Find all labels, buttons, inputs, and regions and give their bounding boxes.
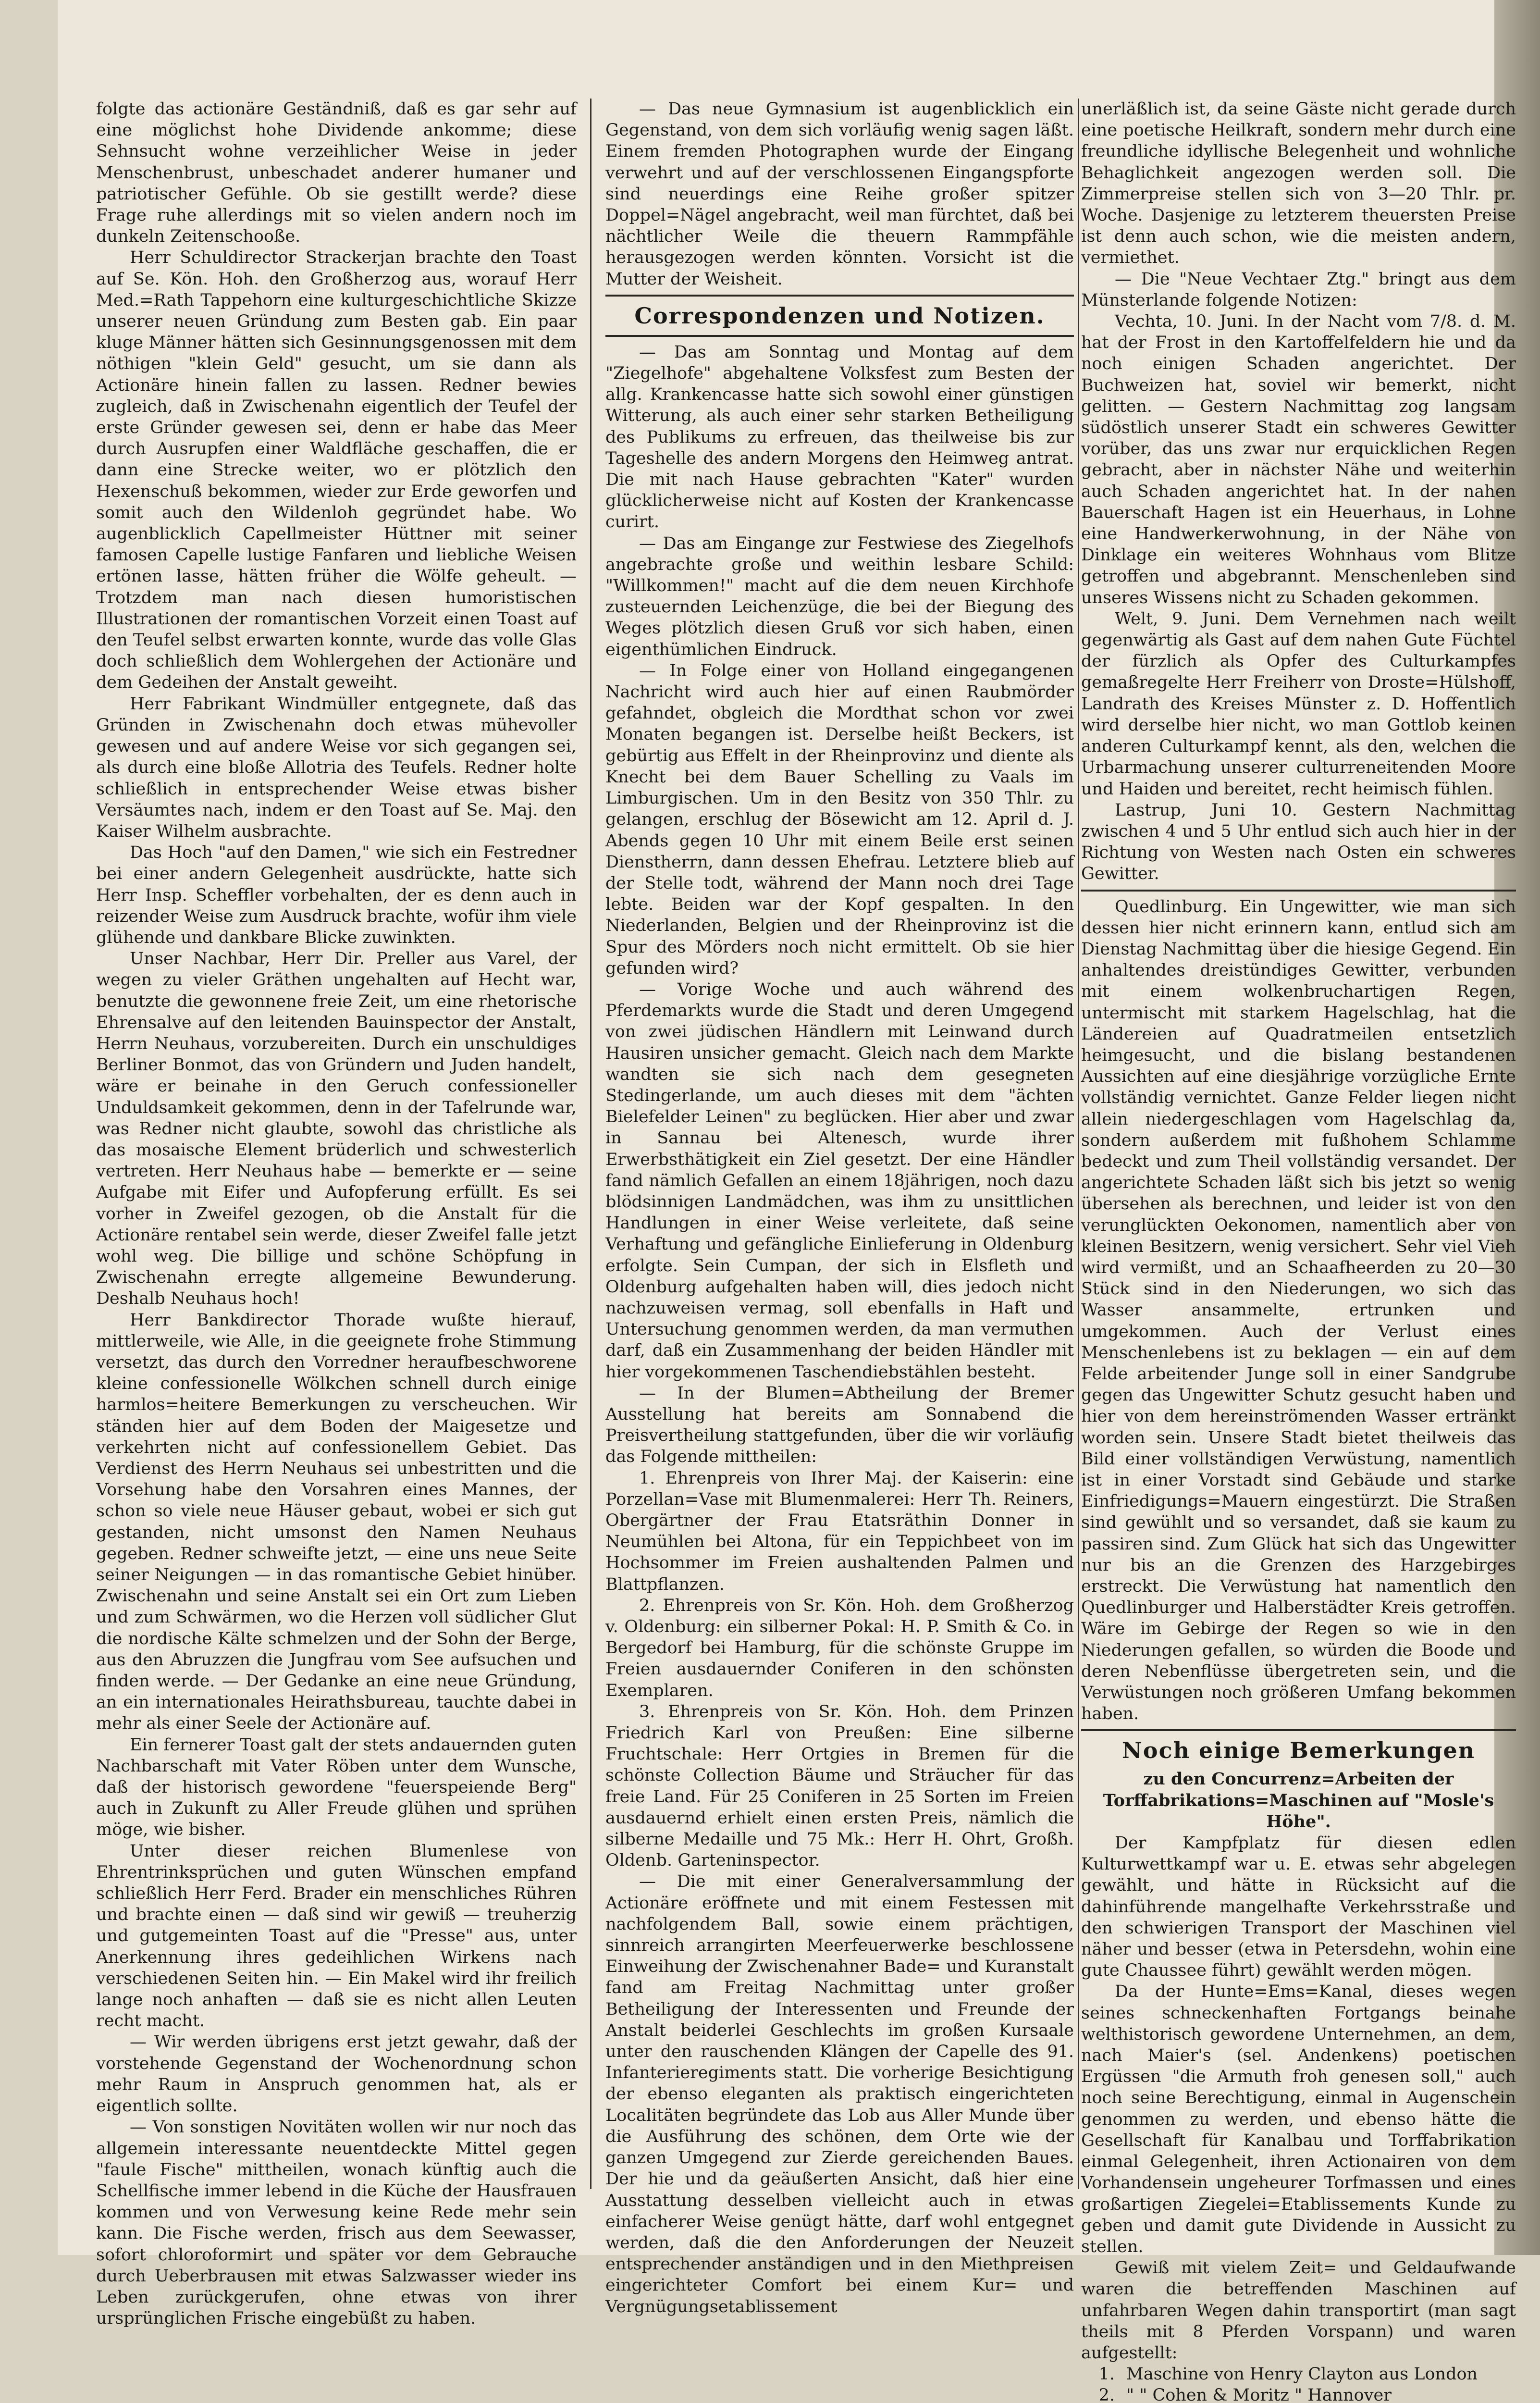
paragraph: — Wir werden übrigens erst jetzt gewahr, daß der vorstehende Gegenstand der Wochenordnung schon mehr Raum in Anspruch genommen hat, als er eigentlich sollte.	[96, 2032, 577, 2116]
paragraph: Welt, 9. Juni. Dem Vernehmen nach weilt gegenwärtig als Gast auf dem nahen Gute Füchtel der fürzlich als Opfer des Culturkampfes gemaßregelte Herr Freiherr von Droste=Hülshoff, Landrath des Kreises Münster z. D. Hoffentlich wird derselbe hier nicht, wo man Gottlob keinen anderen Culturkampf kennt, als den, welchen die Urbarmachung unserer culturreneitenden Moore und Haiden und bereitet, recht heimisch fühlen.	[1081, 609, 1516, 799]
list-item	[1081, 2364, 1516, 2385]
paragraph: — Das neue Gymnasium ist augenblicklich ein Gegenstand, von dem sich vorläufig wenig sagen läßt. Einem fremden Photographen wurde der Eingang verwehrt und auf der verschlossenen Eingangspforte sind neuerdings eine Reihe großer spitzer Doppel=Nägel angebracht, weil man fürchtet, daß bei nächtlicher Weile die theuern Rammpfähle herausgezogen werden könnten. Vorsicht ist die Mutter der Weisheit.	[605, 99, 1074, 289]
paragraph: folgte das actionäre Geständniß, daß es gar sehr auf eine möglichst hohe Dividende ankomme; diese Sehnsucht wohne verzeihlicher Weise in jeder Menschenbrust, unbeschadet anderer humaner und patriotischer Gefühle. Ob sie gestillt werde? diese Frage ruhe allerdings mit so vielen andern noch im dunkeln Zeitenschooße.	[96, 99, 577, 247]
list-text: Maschine von Henry Clayton aus London	[1126, 2365, 1478, 2384]
section-rule	[605, 335, 1074, 337]
section-rule	[1081, 890, 1516, 892]
paragraph: — Die mit einer Generalversammlung der Actionäre eröffnete und mit einem Festessen mit nachfolgendem Ball, sowie einem prächtigen, sinnreich arrangirten Meerfeuerwerke beschlossene Einweihung der Zwischenahner Bade= und Kuranstalt fand am Freitag Nachmittag unter großer Betheiligung der Interessenten und Freunde der Anstalt beiderlei Geschlechts im großen Kursaale unter den rauschenden Klängen der Capelle des 91. Infanterieregiments statt. Die vorherige Besichtigung der ebenso eleganten als praktisch eingerichteten Localitäten begründete das Lob aus Aller Munde über die Ausführung des schönen, dem Orte wie der ganzen Umgegend zur Zierde gereichenden Baues. Der hie und da geäußerten Ansicht, daß hier eine Ausstattung desselben vielleicht auch in etwas einfacherer Weise genügt hätte, darf wohl entgegnet werden, daß die den Anforderungen der Neuzeit entsprechender anständigen und in den Miethpreisen eingerichteter Comfort bei einem Kur= und Vergnügungsetablissement	[605, 1872, 1074, 2316]
section-heading: Correspondenzen und Notizen.	[634, 302, 1045, 329]
column-1	[96, 99, 577, 2329]
paragraph: Da der Hunte=Ems=Kanal, dieses wegen seines schneckenhaften Fortgangs beinahe welthistorisch gewordene Unternehmen, an dem, nach Maier's (sel. Andenkens) poetischen Ergüssen "die Armuth froh genesen soll," auch noch seine Berechtigung, einmal in Augenschein genommen zu werden, und ebenso hätte die Gesellschaft für Kanalbau und Torffabrikation einmal Gelegenheit, ihren Actionairen von dem Vorhandensein ungeheurer Torfmassen und eines großartigen Ziegelei=Etablissements Kunde zu geben und damit gute Dividende in Aussicht zu stellen.	[1081, 1982, 1516, 2256]
section-rule	[605, 295, 1074, 297]
list-item	[1081, 2385, 1516, 2403]
paragraph: Das Hoch "auf den Damen," wie sich ein Festredner bei einer andern Gelegenheit ausdrückte, hatte sich Herr Insp. Scheffler vorbehalten, der es denn auch in reizender Weise zum Ausdruck brachte, wofür ihm viele glühende und dankbare Blicke zuwinkten.	[96, 843, 577, 947]
paragraph: Herr Bankdirector Thorade wußte hierauf, mittlerweile, wie Alle, in die geeignete frohe Stimmung versetzt, das durch den Vorredner heraufbeschworene kleine confessionelle Wölkchen schnell durch einige harmlos=heitere Bemerkungen zu verscheuchen. Wir ständen hier auf dem Boden der Maigesetze und verkehrten nicht auf confessionellem Gebiet. Das Verdienst des Herrn Neuhaus sei unbestritten und die Vorsehung habe den Vorsahren eines Mannes, der schon so viele neue Häuser gebaut, wobei er sich gut gestanden, nicht umsonst den Namen Neuhaus gegeben. Redner schweifte jetzt, — eine uns neue Seite seiner Neigungen — in das romantische Gebiet hinüber. Zwischenahn und seine Anstalt sei ein Ort zum Lieben und zum Schwärmen, wo die Herzen voll südlicher Glut die nordische Kälte schmelzen und der Sohn der Berge, aus den Abruzzen die Jungfrau vom See aufsuchen und finden werde. — Der Gedanke an eine neue Gründung, an ein internationales Heirathsbureau, tauchte dabei in mehr als einer Seele der Actionäre auf.	[96, 1310, 577, 1734]
paragraph: Vechta, 10. Juni. In der Nacht vom 7/8. d. M. hat der Frost in den Kartoffelfeldern hie und da noch einigen Schaden angerichtet. Der Buchweizen hat, soviel wir bemerkt, nicht gelitten. — Gestern Nachmittag zog langsam südöstlich unserer Stadt ein schweres Gewitter vorüber, das uns zwar nur erquicklichen Regen gebracht, aber in nächster Nähe und weiterhin auch Schaden angerichtet hat. In der nahen Bauerschaft Hagen ist ein Heuerhaus, in Lohne eine Handwerkerwohnung, in der Nähe von Dinklage ein weiteres Wohnhaus vom Blitze getroffen und abgebrannt. Menschenleben sind unseres Wissens nicht zu Schaden gekommen.	[1081, 312, 1516, 607]
list-number: 1.	[1098, 2365, 1115, 2384]
section-subheading: zu den Concurrenz=Arbeiten der Torffabrikations=Maschinen auf "Mosle's Höhe".	[1103, 1769, 1494, 1832]
paragraph: Quedlinburg. Ein Ungewitter, wie man sich dessen hier nicht erinnern kann, entlud sich am Dienstag Nachmittag über die hiesige Gegend. Ein anhaltendes dreistündiges Gewitter, verbunden mit einem wolkenbruchartigen Regen, untermischt mit starkem Hagelschlag, hat die Ländereien auf Quadratmeilen entsetzlich heimgesucht, und die bislang bestandenen Aussichten auf eine diesjährige vorzügliche Ernte vollständig vernichtet. Ganze Felder liegen nicht allein niedergeschlagen vom Hagelschlag da, sondern außerdem mit fußhohem Schlamme bedeckt und zum Theil vollständig versandet. Der angerichtete Schaden läßt sich bis jetzt so wenig übersehen als berechnen, und leider ist von den verunglückten Oekonomen, namentlich aber von kleinen Besitzern, wenig versichert. Sehr viel Vieh wird vermißt, und an Schaafheerden zu 20—30 Stück sind in den Niederungen, wo sich das Wasser ansammelte, ertrunken und umgekommen. Auch der Verlust eines Menschenlebens ist zu beklagen — ein auf dem Felde arbeitender Junge soll in einer Sandgrube gegen das Ungewitter Schutz gesucht haben und hier von dem hereinströmenden Wasser ertränkt worden sein. Unsere Stadt bietet theilweis das Bild einer vollständigen Verwüstung, namentlich ist in einer Vorstadt sind Gebäude und starke Einfriedigungs=Mauern eingestürzt. Die Straßen sind gewühlt und so versandet, daß sie kaum zu passiren sind. Zum Glück hat sich das Ungewitter nur bis an die Grenzen des Harzgebirges erstreckt. Die Verwüstung hat namentlich den Quedlinburger und Halberstädter Kreis getroffen. Wäre im Gebirge der Regen so wie in den Niederungen gefallen, so würden die Boode und deren Nebenflüsse übergetreten sein, und die Verwüstungen noch größeren Umfang bekommen haben.	[1081, 897, 1516, 1724]
paragraph: Lastrup, Juni 10. Gestern Nachmittag zwischen 4 und 5 Uhr entlud sich auch hier in der Richtung von Westen nach Osten ein schweres Gewitter.	[1081, 800, 1516, 884]
column-3	[1081, 99, 1516, 2403]
paragraph: — In der Blumen=Abtheilung der Bremer Ausstellung hat bereits am Sonnabend die Preisvertheilung stattgefunden, über die wir vorläufig das Folgende mittheilen:	[605, 1383, 1074, 1467]
paragraph: Ein fernerer Toast galt der stets andauernden guten Nachbarschaft mit Vater Röben unter dem Wunsche, daß der historisch gewordene "feuerspeiende Berg" auch in Zukunft zu Aller Freude glühen und sprühen möge, wie bisher.	[96, 1735, 577, 1840]
paragraph: — Das am Sonntag und Montag auf dem "Ziegelhofe" abgehaltene Volksfest zum Besten der allg. Krankencasse hatte sich sowohl einer günstigen Witterung, als auch einer sehr starken Betheiligung des Publikums zu erfreuen, das theilweise bis zur Tageshelle des andern Morgens den Heimweg antrat. Die mit nach Hause gebrachten "Kater" wurden glücklicherweise nicht auf Kosten der Krankencasse curirt.	[605, 342, 1074, 532]
paragraph: Gewiß mit vielem Zeit= und Geldaufwande waren die betreffenden Maschinen auf unfahrbaren Wegen dahin transportirt (man sagt theils mit 8 Pferden Vorspann) und waren aufgestellt:	[1081, 2258, 1516, 2363]
paragraph: Herr Schuldirector Strackerjan brachte den Toast auf Se. Kön. Hoh. den Großherzog aus, worauf Herr Med.=Rath Tappehorn eine kulturgeschichtliche Skizze unserer neuen Gründung zum Besten gab. Ein paar kluge Männer hätten sich Gesinnungsgenossen mit dem nöthigen "klein Geld" gesucht, um sie dann als Actionäre hinein fallen zu lassen. Redner bewies zugleich, daß in Zwischenahn eigentlich der Teufel der erste Gründer gewesen sei, denn er habe das Meer durch Ausrupfen einer Waldfläche geschaffen, die er dann eine Strecke weiter, wo er plötzlich den Hexenschuß bekommen, wieder zur Erde geworfen und somit auch den Wildenloh gegründet habe. Wo augenblicklich Capellmeister Hüttner mit seiner famosen Capelle lustige Fanfaren und liebliche Weisen ertönen lasse, hätten früher die Wölfe geheult. — Trotzdem man nach diesen humoristischen Illustrationen der romantischen Vorzeit einen Toast auf den Teufel selbst erwarten konnte, wurde das volle Glas doch schließlich dem Wohlergehen der Actionäre und dem Gedeihen der Anstalt geweiht.	[96, 248, 577, 693]
paragraph: — Die "Neue Vechtaer Ztg." bringt aus dem Münsterlande folgende Notizen:	[1081, 269, 1516, 310]
column-rule	[1078, 99, 1079, 2189]
paragraph: Herr Fabrikant Windmüller entgegnete, daß das Gründen in Zwischenahn doch etwas mühevoller gewesen und auf andere Weise vor sich gegangen sei, als durch eine bloße Allotria des Teufels. Redner holte schließlich in entsprechender Weise etwas bisher Versäumtes nach, indem er den Toast auf Se. Maj. den Kaiser Wilhelm ausbrachte.	[96, 694, 577, 841]
paragraph: Der Kampfplatz für diesen edlen Kulturwettkampf war u. E. etwas sehr abgelegen gewählt, und hätte in Rücksicht auf die dahinführende mangelhafte Verkehrsstraße und den schwierigen Transport der Maschinen viel näher und besser (etwa in Petersdehn, wohin eine gute Chaussee führt) gewählt werden mögen.	[1081, 1833, 1516, 1981]
list-number: 2.	[1098, 2386, 1115, 2403]
paragraph: — Vorige Woche und auch während des Pferdemarkts wurde die Stadt und deren Umgegend von zwei jüdischen Händlern mit Leinwand durch Hausiren unsicher gemacht. Gleich nach dem Markte wandten sie sich nach dem gesegneten Stedingerlande, um auch dieses mit dem "ächten Bielefelder Leinen" zu beglücken. Hier aber und zwar in Sannau bei Altenesch, wurde ihrer Erwerbsthätigkeit ein Ziel gesetzt. Der eine Händler fand nämlich Gefallen an einem 18jährigen, noch dazu blödsinnigen Landmädchen, was ihm zu unsittlichen Handlungen in einer Weise verleitete, daß seine Verhaftung und gefängliche Einlieferung in Oldenburg erfolgte. Sein Cumpan, der sich in Elsfleth und Oldenburg aufgehalten haben will, dies jedoch nicht nachzuweisen vermag, soll ebenfalls in Haft und Untersuchung genommen werden, da man vermuthen darf, daß ein Zusammenhang der beiden Händler mit hier vorgekommenen Taschendiebstählen besteht.	[605, 979, 1074, 1382]
paragraph: unerläßlich ist, da seine Gäste nicht gerade durch eine poetische Heilkraft, sondern mehr durch eine freundliche idyllische Belegenheit und wohnliche Behaglichkeit angezogen werden soll. Die Zimmerpreise stellen sich von 3—20 Thlr. pr. Woche. Dasjenige zu letzterem theuersten Preise ist denn auch schon, wie die meisten andern, vermiethet.	[1081, 99, 1516, 268]
paragraph: — Von sonstigen Novitäten wollen wir nur noch das allgemein interessante neuentdeckte Mittel gegen "faule Fische" mittheilen, wonach künftig auch die Schellfische immer lebend in die Küche der Hausfrauen kommen und von Verwesung keine Rede mehr sein kann. Die Fische werden, frisch aus dem Seewasser, sofort chloroformirt und später vor dem Gebrauche durch Ueberbrausen mit etwas Salzwasser wieder ins Leben zurückgerufen, ohne etwas von ihrer ursprünglichen Frische eingebüßt zu haben.	[96, 2118, 577, 2329]
machine-list	[1081, 2364, 1516, 2403]
paragraph: — In Folge einer von Holland eingegangenen Nachricht wird auch hier auf einen Raubmörder gefahndet, obgleich die Mordthat schon vor zwei Monaten begangen ist. Derselbe heißt Beckers, ist gebürtig aus Effelt in der Rheinprovinz und diente als Knecht bei dem Bauer Schelling zu Vaals im Limburgischen. Um in den Besitz von 350 Thlr. zu gelangen, erschlug der Bösewicht am 12. April d. J. Abends gegen 10 Uhr mit einem Beile erst seinen Dienstherrn, dann dessen Ehefrau. Letztere blieb auf der Stelle todt, während der Mann noch drei Tage lebte. Beiden war der Kopf gespalten. In den Niederlanden, Belgien und der Rheinprovinz ist die Spur des Mörders noch nicht ermittelt. Ob sie hier gefunden wird?	[605, 661, 1074, 978]
paragraph: Unser Nachbar, Herr Dir. Preller aus Varel, der wegen zu vieler Gräthen ungehalten auf Hecht war, benutzte die gewonnene freie Zeit, um eine rhetorische Ehrensalve auf den leitenden Bauinspector der Anstalt, Herrn Neuhaus, vorzubereiten. Durch ein unschuldiges Berliner Bonmot, das von Gründern und Juden handelt, wäre er beinahe in den Geruch confessioneller Unduldsamkeit gekommen, denn in der Tafelrunde war, was Redner nicht glaubte, sowohl das christliche als das mosaische Element brüderlich und schwesterlich vertreten. Herr Neuhaus habe — bemerkte er — seine Aufgabe mit Eifer und Aufopferung erfüllt. Es sei vorher in Zweifel gezogen, ob die Anstalt für die Actionäre rentabel sein werde, dieser Zweifel falle jetzt wohl weg. Die billige und schöne Schöpfung in Zwischenahn erregte allgemeine Bewunderung. Deshalb Neuhaus hoch!	[96, 949, 577, 1309]
list-text: " " Cohen & Moritz " Hannover	[1126, 2386, 1392, 2403]
paragraph: 1. Ehrenpreis von Ihrer Maj. der Kaiserin: eine Porzellan=Vase mit Blumenmalerei: Herr Th. Reiners, Obergärtner der Frau Etatsräthin Donner in Neumühlen bei Altona, für ein Teppichbeet von im Hochsommer im Freien aushaltenden Palmen und Blattpflanzen.	[605, 1468, 1074, 1594]
paragraph: 3. Ehrenpreis von Sr. Kön. Hoh. dem Prinzen Friedrich Karl von Preußen: Eine silberne Fruchtschale: Herr Ortgies in Bremen für die schönste Collection Bäume und Sträucher für das freie Land. Für 25 Coniferen in 25 Sorten im Freien ausdauernd erhielt einen ersten Preis, nämlich die silberne Medaille und 75 Mk.: Herr H. Ohrt, Großh. Oldenb. Garteninspector.	[605, 1702, 1074, 1870]
column-rule	[590, 99, 591, 2189]
paragraph: 2. Ehrenpreis von Sr. Kön. Hoh. dem Großherzog v. Oldenburg: ein silberner Pokal: H. P. Smith & Co. in Bergedorf bei Hamburg, für die schönste Gruppe im Freien ausdauernder Coniferen in den schönsten Exemplaren.	[605, 1596, 1074, 1700]
paragraph: Unter dieser reichen Blumenlese von Ehrentrinksprüchen und guten Wünschen empfand schließlich Herr Ferd. Brader ein menschliches Rühren und brachte einen — daß sind wir gewiß — treuherzig und gutgemeinten Toast auf die "Presse" aus, unter Anerkennung ihres gedeihlichen Wirkens nach verschiedenen Seiten hin. — Ein Makel wird ihr freilich lange noch anhaften — daß sie es nicht allen Leuten recht macht.	[96, 1841, 577, 2031]
section-rule	[1081, 1729, 1516, 1731]
section-heading: Noch einige Bemerkungen	[1121, 1737, 1476, 1764]
paragraph: — Das am Eingange zur Festwiese des Ziegelhofs angebrachte große und weithin lesbare Schild: "Willkommen!" macht auf die dem neuen Kirchhofe zusteuernden Leichenzüge, die bei der Biegung des Weges plötzlich diesen Gruß vor sich haben, einen eigenthümlichen Eindruck.	[605, 533, 1074, 659]
column-2	[605, 99, 1074, 2317]
